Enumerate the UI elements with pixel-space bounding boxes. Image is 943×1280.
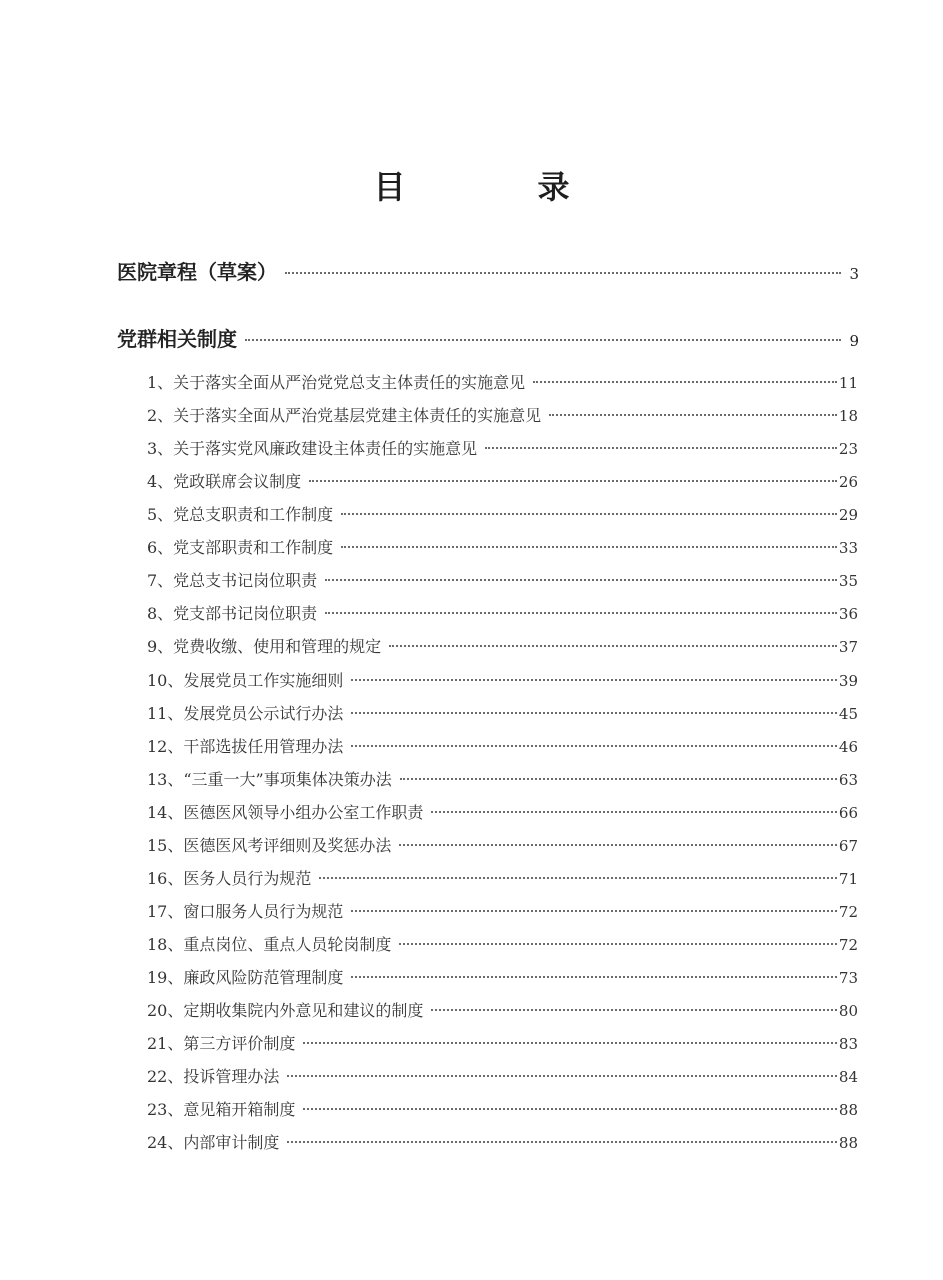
dot-leader: [319, 876, 837, 879]
dot-leader: [431, 1008, 837, 1011]
item-label: 23、意见箱开箱制度: [147, 1100, 296, 1120]
dot-leader: [285, 271, 841, 274]
item-label: 5、党总支职责和工作制度: [147, 505, 334, 525]
dot-leader: [303, 1107, 837, 1110]
toc-item[interactable]: [147, 1130, 858, 1153]
toc-item[interactable]: [147, 833, 858, 856]
section-label: 医院章程（草案）: [117, 260, 277, 284]
item-label: 20、定期收集院内外意见和建议的制度: [147, 1000, 424, 1020]
page-number: 66: [838, 803, 858, 822]
toc-item[interactable]: [147, 701, 858, 724]
item-label: 3、关于落实党风廉政建设主体责任的实施意见: [147, 439, 478, 459]
toc-item[interactable]: [147, 899, 858, 922]
item-label: 12、干部选拔任用管理办法: [147, 736, 344, 756]
toc-item[interactable]: [147, 866, 858, 889]
toc-item[interactable]: [147, 668, 858, 691]
toc-item[interactable]: [147, 932, 858, 955]
dot-leader: [351, 975, 837, 978]
dot-leader: [325, 611, 837, 614]
dot-leader: [309, 479, 837, 482]
toc-item[interactable]: [147, 601, 858, 624]
item-label: 10、发展党员工作实施细则: [147, 670, 344, 690]
item-label: 18、重点岗位、重点人员轮岗制度: [147, 934, 392, 954]
dot-leader: [341, 545, 837, 548]
dot-leader: [549, 413, 837, 416]
dot-leader: [303, 1041, 837, 1044]
item-label: 1、关于落实全面从严治党党总支主体责任的实施意见: [147, 373, 526, 392]
item-label: 9、党费收缴、使用和管理的规定: [147, 637, 382, 657]
item-label: 15、医德医风考评细则及奖惩办法: [147, 835, 392, 855]
toc-item[interactable]: [147, 800, 858, 823]
toc-item[interactable]: [147, 469, 858, 492]
page-number: 73: [838, 968, 858, 987]
page-number: 88: [838, 1134, 858, 1153]
item-label: 24、内部审计制度: [147, 1133, 280, 1153]
toc-item[interactable]: [147, 998, 858, 1021]
toc-section[interactable]: [117, 256, 859, 285]
toc-item[interactable]: [147, 634, 858, 657]
page-number: 72: [838, 935, 858, 954]
page-number: 26: [838, 473, 858, 492]
page-number: 37: [838, 638, 858, 657]
dot-leader: [341, 512, 837, 515]
toc-item[interactable]: [147, 502, 858, 525]
toc-item[interactable]: [147, 535, 858, 558]
dot-leader: [431, 810, 837, 813]
item-label: 22、投诉管理办法: [147, 1067, 280, 1086]
item-label: 16、医务人员行为规范: [147, 868, 312, 888]
toc-section[interactable]: [117, 323, 859, 352]
page-number: 11: [838, 374, 858, 392]
page-number: 80: [838, 1001, 858, 1020]
toc-item[interactable]: [147, 436, 858, 459]
page-number: 46: [838, 737, 858, 756]
page-number: 23: [838, 440, 858, 459]
dot-leader: [325, 578, 837, 581]
toc-item[interactable]: [147, 568, 858, 591]
section-label: 党群相关制度: [117, 327, 237, 351]
page-number: 67: [838, 836, 858, 855]
dot-leader: [533, 380, 837, 383]
toc-item[interactable]: [147, 1064, 858, 1087]
dot-leader: [351, 744, 837, 747]
dot-leader: [400, 777, 837, 780]
page-number: 33: [838, 539, 858, 558]
item-label: 14、医德医风领导小组办公室工作职责: [147, 802, 424, 822]
page-number: 18: [838, 407, 858, 426]
page-number: 36: [838, 605, 858, 624]
page-number: 83: [838, 1035, 858, 1053]
page-number: 63: [838, 770, 858, 789]
page-number: 3: [849, 265, 859, 283]
dot-leader: [389, 644, 837, 647]
toc-item[interactable]: [147, 1031, 858, 1054]
page-number: 71: [838, 869, 858, 888]
toc-item[interactable]: [147, 403, 858, 426]
item-label: 8、党支部书记岗位职责: [147, 604, 318, 624]
item-label: 11、发展党员公示试行办法: [147, 703, 344, 723]
toc-item[interactable]: [147, 1097, 858, 1120]
dot-leader: [351, 711, 837, 714]
dot-leader: [245, 338, 841, 341]
item-label: 4、党政联席会议制度: [147, 472, 302, 492]
item-label: 13、“三重一大”事项集体决策办法: [147, 769, 392, 789]
toc-item[interactable]: [147, 370, 858, 393]
dot-leader: [399, 843, 837, 846]
page-number: 29: [838, 506, 858, 525]
item-label: 17、窗口服务人员行为规范: [147, 901, 344, 921]
dot-leader: [287, 1074, 837, 1077]
item-label: 6、党支部职责和工作制度: [147, 538, 334, 558]
dot-leader: [287, 1140, 837, 1143]
page-number: 45: [838, 704, 858, 723]
dot-leader: [351, 909, 837, 912]
page-number: 9: [849, 332, 859, 350]
item-label: 7、党总支书记岗位职责: [147, 571, 318, 591]
toc-item[interactable]: [147, 734, 858, 757]
toc-item[interactable]: [147, 767, 858, 790]
dot-leader: [399, 942, 837, 945]
toc-item[interactable]: [147, 965, 858, 988]
page-number: 72: [838, 902, 858, 921]
page-number: 35: [838, 572, 858, 591]
dot-leader: [351, 678, 837, 681]
dot-leader: [485, 446, 837, 449]
page-number: 39: [838, 671, 858, 690]
item-label: 21、第三方评价制度: [147, 1034, 296, 1053]
item-label: 19、廉政风险防范管理制度: [147, 967, 344, 987]
item-label: 2、关于落实全面从严治党基层党建主体责任的实施意见: [147, 406, 542, 426]
page-number: 88: [838, 1101, 858, 1120]
toc-title: 目 录: [373, 168, 620, 206]
page-number: 84: [838, 1068, 858, 1086]
